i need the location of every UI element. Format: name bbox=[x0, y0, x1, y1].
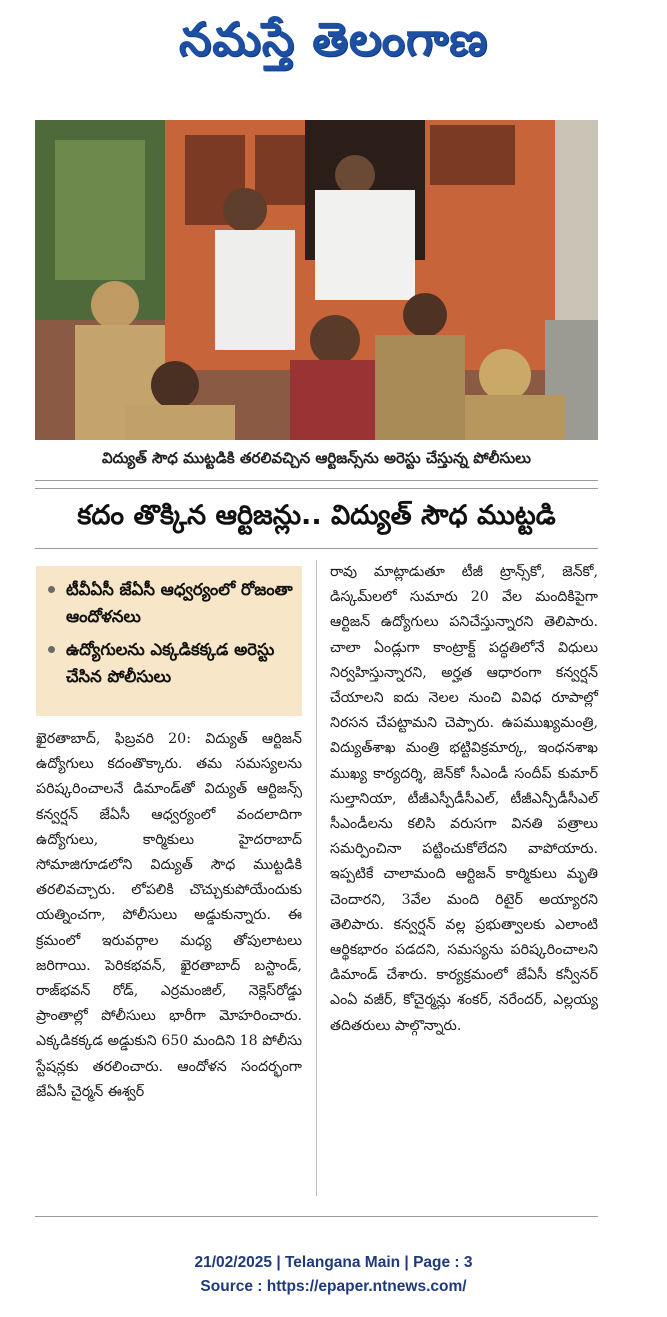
news-photo bbox=[35, 120, 598, 440]
photo-caption: విద్యుత్ సౌధ ముట్టడికి తరలివచ్చిన ఆర్టిజన్స్‌ను అరెస్టు చేస్తున్న పోలీసులు bbox=[101, 449, 532, 467]
highlight-item bbox=[48, 576, 296, 630]
article-body-left: ఖైరతాబాద్, ఫిబ్రవరి 20: విద్యుత్ ఆర్టిజన్ ఉద్యోగులు కదంతొక్కారు. తమ సమస్యలను పరిష్కరించాలనే డిమాండ్‌తో విద్యుత్ ఆర్టిజన్స్ కన్వర్షన్ జేఏసీ ఆధ్వర్యంలో వందలాదిగా ఉద్యోగులు, కార్మికులు హైదరాబాద్ సోమాజిగూడలోని విద్యుత్ సౌధ ముట్టడికి తరలివచ్చారు. లోపలికి చొచ్చుకుపోయేందుకు యత్నించగా, పోలీసులు అడ్డుకున్నారు. ఈ క్రమంలో ఇరువర్గాల మధ్య తోపులాటలు జరిగాయి. పెరికభవన్, ఖైరతాబాద్ బస్టాండ్, రాజ్‌భవన్ రోడ్, ఎర్రమంజిల్, నెక్లెస్‌రోడ్డు ప్రాంతాల్లో పోలీసులు భారీగా మోహరించారు. ఎక్కడికక్కడ అడ్డుకుని 650 మందిని 18 పోలీసు స్టేషన్లకు తరలించారు. ఆందోళన సందర్భంగా జేఏసీ చైర్మన్ ఈశ్వర్ bbox=[36, 731, 302, 1100]
article-column-right bbox=[330, 560, 598, 1039]
bullet-icon bbox=[48, 646, 55, 653]
article-column-left bbox=[36, 727, 302, 1105]
highlights-box bbox=[36, 566, 302, 716]
edition-info: 21/02/2025 | Telangana Main | Page : 3 bbox=[194, 1254, 473, 1271]
article-body-right: రావు మాట్లాడుతూ టీజీ ట్రాన్స్‌కో, జెన్‌కో, డిస్కమ్‌లలో సుమారు 20 వేల మందికిపైగా ఆర్టిజన్ ఉద్యోగులు పనిచేస్తున్నారని తెలిపారు. చాలా ఏండ్లుగా కాంట్రాక్ట్ పద్ధతిలోనే విధులు నిర్వహిస్తున్నారని, అర్హత ఆధారంగా కన్వర్షన్ చేయాలని ఐదు నెలల నుంచి వివిధ రూపాల్లో నిరసన చేపట్టామని చెప్పారు. ఉపముఖ్యమంత్రి, విద్యుత్‌శాఖ మంత్రి భట్టివిక్రమార్క, ఇంధనశాఖ ముఖ్య కార్యదర్శి, జెన్‌కో సీఎండీ సందీప్ కుమార్ సుల్తానియా, టీజీఎస్పీడీసీఎల్, టీజీఎన్పీడీసీఎల్ సీఎండీలను కలిసి వరుసగా వినతి పత్రాలు సమర్పించినా పట్టించుకోలేదని వాపోయారు. ఇప్పటికే చాలామంది ఆర్టిజన్ కార్మికులు మృతి చెందారని, 3వేల మంది రిటైర్ అయ్యారని తెలిపారు. కన్వర్షన్ వల్ల ప్రభుత్వాలకు ఎలాంటి ఆర్థికభారం పడదని, సమస్యను పరిష్కరించాలని డిమాండ్ చేశారు. కార్యక్రమంలో జేఏసీ కన్వీనర్ ఎంఏ వజీర్, కోచైర్మన్లు శంకర్, నరేందర్, ఎల్లయ్య తదితరులు పాల్గొన్నారు. bbox=[330, 564, 598, 1034]
newspaper-masthead bbox=[0, 8, 667, 70]
bullet-icon bbox=[48, 586, 55, 593]
article-headline: కదం తొక్కిన ఆర్టిజన్లు.. విద్యుత్ సౌధ ముట్టడి bbox=[77, 500, 556, 531]
article-end-rule bbox=[35, 1216, 598, 1217]
masthead-title: నమస్తే తెలంగాణ bbox=[178, 12, 489, 66]
headline-top-rule bbox=[35, 488, 598, 489]
caption-divider bbox=[35, 480, 598, 481]
highlight-text: టీవీఏసీ జేఏసీ ఆధ్వర్యంలో రోజంతా ఆందోళనలు bbox=[66, 580, 293, 626]
highlight-text: ఉద్యోగులను ఎక్కడికక్కడ అరెస్టు చేసిన పోలీసులు bbox=[66, 640, 275, 686]
column-divider bbox=[316, 560, 317, 1196]
headline-bottom-rule bbox=[35, 548, 598, 549]
news-photo-illustration bbox=[35, 120, 598, 440]
highlight-item bbox=[48, 636, 296, 690]
source-info: Source : https://epaper.ntnews.com/ bbox=[200, 1278, 467, 1295]
